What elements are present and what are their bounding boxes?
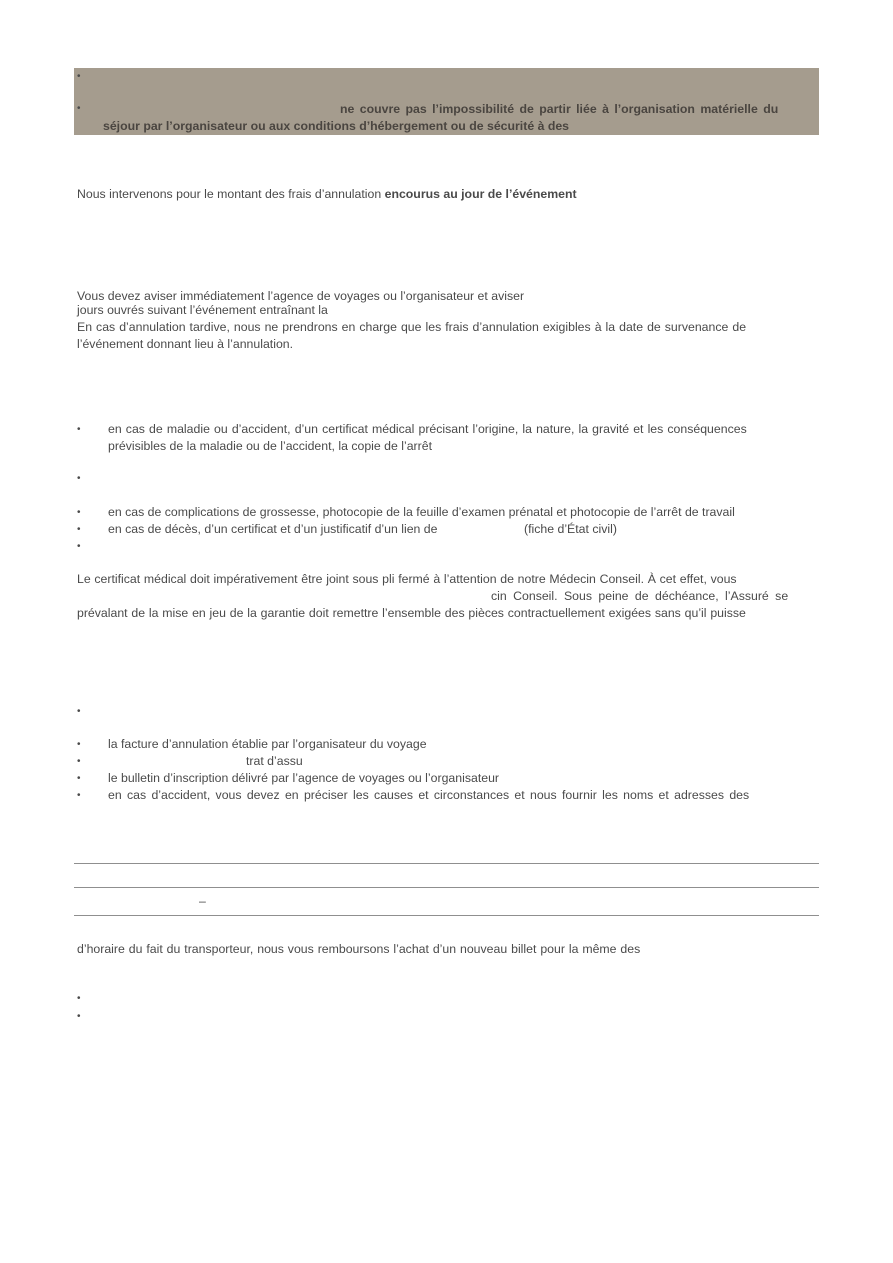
bullet: • (77, 103, 81, 114)
exclusion-item-2-line-2: séjour par l’organisateur ou aux conditions d’hébergement ou de sécurité à des (103, 119, 570, 133)
bullet: • (77, 524, 81, 535)
other-docs-item-3: le bulletin d’inscription délivré par l’agence de voyages ou l’organisateur (108, 771, 500, 785)
exclusion-item-2-line-1: ne couvre pas l’impossibilité de partir liée à l’organisation matérielle du (340, 102, 779, 116)
notice-line-2: jours ouvrés suivant l’événement entraînant la (77, 303, 328, 317)
other-docs-item-2: trat d’assu (246, 754, 303, 768)
amount-text: Nous intervenons pour le montant des frais d’annulation (77, 187, 385, 201)
docs-item-4-part-2: (fiche d’État civil) (524, 522, 617, 536)
bullet: • (77, 739, 81, 750)
bullet: • (77, 773, 81, 784)
bullet: • (77, 706, 81, 717)
bullet: • (77, 1011, 81, 1022)
table-rule-middle (74, 887, 819, 888)
notice-line-4: l’événement donnant lieu à l’annulation. (77, 337, 294, 351)
table-rule-bottom (74, 915, 819, 916)
bullet: • (77, 790, 81, 801)
other-docs-item-4: en cas d’accident, vous devez en préciser les causes et circonstances et nous fournir les noms et adresses des (108, 788, 750, 802)
table-rule-top (74, 863, 819, 864)
exclusion-box (74, 68, 819, 135)
bullet: • (77, 473, 81, 484)
bullet: • (77, 541, 81, 552)
table-dash: – (199, 894, 206, 908)
other-docs-item-1: la facture d’annulation établie par l’organisateur du voyage (108, 737, 427, 751)
bullet: • (77, 424, 81, 435)
docs-item-1-line-1: en cas de maladie ou d’accident, d’un certificat médical précisant l’origine, la nature, la gravité et les conséquences (108, 422, 747, 436)
docs-item-1-line-2: prévisibles de la maladie ou de l’accident, la copie de l’arrêt (108, 439, 433, 453)
transport-paragraph: d’horaire du fait du transporteur, nous vous remboursons l’achat d’un nouveau billet pour la même des (77, 942, 641, 956)
notice-line-1: Vous devez aviser immédiatement l’agence de voyages ou l’organisateur et aviser (77, 289, 525, 303)
amount-paragraph (77, 187, 577, 201)
bullet: • (77, 993, 81, 1004)
medical-line-1: Le certificat médical doit impérativement être joint sous pli fermé à l’attention de notre Médecin Conseil. À cet effet, vous (77, 572, 737, 586)
bullet: • (77, 507, 81, 518)
notice-line-3: En cas d’annulation tardive, nous ne prendrons en charge que les frais d’annulation exigibles à la date de survenance de (77, 320, 747, 334)
amount-bold: encourus au jour de l’événement (384, 187, 577, 201)
bullet: • (77, 756, 81, 767)
docs-item-4-part-1: en cas de décès, d’un certificat et d’un justificatif d’un lien de (108, 522, 438, 536)
medical-line-3: prévalant de la mise en jeu de la garantie doit remettre l’ensemble des pièces contractuellement exigées sans qu’il puisse (77, 606, 746, 620)
medical-line-2: cin Conseil. Sous peine de déchéance, l’Assuré se (491, 589, 789, 603)
docs-item-3: en cas de complications de grossesse, photocopie de la feuille d’examen prénatal et photocopie de l’arrêt de travail (108, 505, 735, 519)
bullet: • (77, 71, 81, 82)
